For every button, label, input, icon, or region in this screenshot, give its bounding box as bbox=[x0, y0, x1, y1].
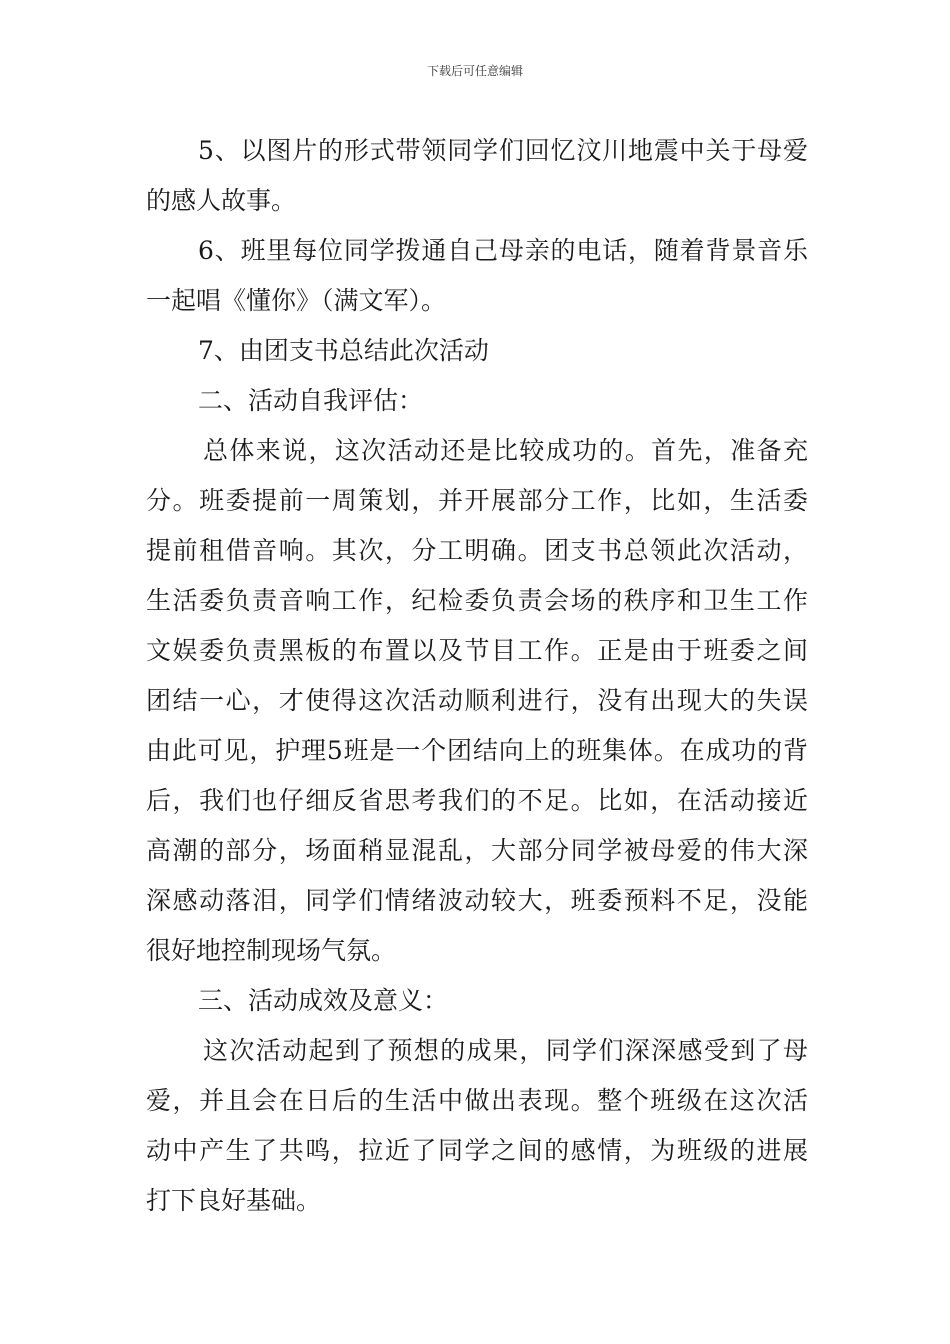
text-line: 后，我们也仔细反省思考我们的不足。比如，在活动接近 bbox=[146, 786, 808, 815]
paragraph-item-6 bbox=[146, 226, 808, 326]
paragraph-item-7 bbox=[146, 326, 808, 376]
section-heading: 三、活动成效及意义： bbox=[198, 986, 449, 1015]
text-line: 总体来说，这次活动还是比较成功的。首先，准备充 bbox=[203, 436, 808, 465]
text-line: 文娱委负责黑板的布置以及节目工作。正是由于班委之间 bbox=[146, 636, 808, 665]
text-line: 很好地控制现场气氛。 bbox=[146, 936, 397, 965]
section-heading-outcome bbox=[146, 976, 808, 1026]
text-line: 5、以图片的形式带领同学们回忆汶川地震中关于母爱 bbox=[198, 136, 808, 165]
text-line: 的感人故事。 bbox=[146, 186, 297, 215]
document-body bbox=[146, 126, 808, 1226]
paragraph-item-5 bbox=[146, 126, 808, 226]
text-line: 这次活动起到了预想的成果，同学们深深感受到了母 bbox=[203, 1036, 808, 1065]
paragraph-outcome bbox=[146, 1026, 808, 1226]
text-line: 分。班委提前一周策划，并开展部分工作，比如，生活委 bbox=[146, 486, 808, 515]
text-line: 一起唱《懂你》（满文军）。 bbox=[146, 286, 447, 315]
text-line: 高潮的部分，场面稍显混乱，大部分同学被母爱的伟大深 bbox=[146, 836, 808, 865]
paragraph-evaluation bbox=[146, 426, 808, 976]
text-line: 爱，并且会在日后的生活中做出表现。整个班级在这次活 bbox=[146, 1086, 808, 1115]
text-line: 生活委负责音响工作，纪检委负责会场的秩序和卫生工作 bbox=[146, 586, 808, 615]
page-header: 下载后可任意编辑 bbox=[426, 64, 523, 78]
section-heading: 二、活动自我评估： bbox=[198, 386, 424, 415]
text-line: 由此可见，护理5班是一个团结向上的班集体。在成功的背 bbox=[146, 736, 808, 765]
text-line: 6、班里每位同学拨通自己母亲的电话，随着背景音乐 bbox=[198, 236, 808, 265]
text-line: 7、由团支书总结此次活动 bbox=[198, 336, 489, 365]
text-line: 团结一心，才使得这次活动顺利进行，没有出现大的失误 bbox=[146, 686, 808, 715]
section-heading-evaluation bbox=[146, 376, 808, 426]
text-line: 深感动落泪，同学们情绪波动较大，班委预料不足，没能 bbox=[146, 886, 808, 915]
text-line: 动中产生了共鸣，拉近了同学之间的感情，为班级的进展 bbox=[146, 1136, 808, 1165]
text-line: 打下良好基础。 bbox=[146, 1186, 322, 1215]
text-line: 提前租借音响。其次，分工明确。团支书总领此次活动， bbox=[146, 536, 808, 565]
